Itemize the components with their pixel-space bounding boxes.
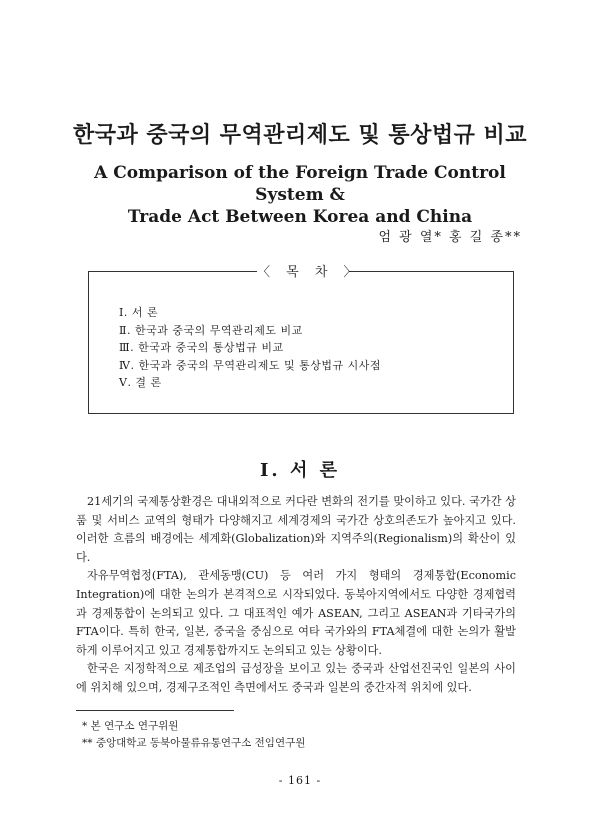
- title-english-line-2: Trade Act Between Korea and China: [127, 207, 473, 227]
- toc-item-implications: Ⅳ. 한국과 중국의 무역관리제도 및 통상법규 시사점: [119, 358, 381, 372]
- page-number: - 161 -: [278, 774, 322, 787]
- toc-item-trade-control: Ⅱ. 한국과 중국의 무역관리제도 비교: [119, 323, 303, 337]
- toc-list: [119, 304, 381, 392]
- paragraph: 한국은 지정학적으로 제조업의 급성장을 보이고 있는 중국과 산업선진국인 일본의 사이에 위치해 있으며, 경제구조적인 측면에서도 중국과 일본의 중간자적 위치에 있다.: [76, 662, 516, 694]
- title-english-line-1: A Comparison of the Foreign Trade Control System &: [94, 163, 506, 205]
- authors: 엄 광 열* 홍 길 종**: [378, 230, 522, 245]
- footnote-divider: [76, 710, 234, 711]
- title-korean: 한국과 중국의 무역관리제도 및 통상법규 비교: [72, 122, 528, 148]
- toc-item-conclusion: Ⅴ. 결 론: [119, 376, 162, 389]
- section-title: Ⅰ. 서 론: [260, 460, 340, 481]
- paragraph: 21세기의 국제통상환경은 대내외적으로 커다란 변화의 전기를 맞이하고 있다. 국가간 상품 및 서비스 교역의 형태가 다양해지고 세계경제의 국가간 상호의존도가 높아지고 있다. 이러한 흐름의 배경에는 세계화(Globalization)와 지역주의(Regionalism)의 확산이 있다.: [76, 495, 516, 564]
- footnote-1: * 본 연구소 연구위원: [82, 720, 179, 732]
- body-text: [76, 493, 516, 698]
- toc-header: 〈 목 차 〉: [257, 261, 349, 280]
- title-english: [60, 162, 540, 228]
- toc-item-introduction: Ⅰ. 서 론: [119, 306, 159, 319]
- footnotes: [82, 718, 305, 752]
- footnote-2: ** 중앙대학교 동북아물류유통연구소 전임연구원: [82, 737, 306, 749]
- paragraph: 자유무역협정(FTA), 관세동맹(CU) 등 여러 가지 형태의 경제통합(Economic Integration)에 대한 논의가 본격적으로 시작되었다. 동북아지역에서도 다양한 경제협력과 경제통합이 논의되고 있다. 그 대표적인 예가 ASEAN, 그리고 ASEAN과 기타국가의 FTA이다. 특히 한국, 일본, 중국을 중심으로 여타 국가와의 FTA체결에 대한 논의가 활발하게 이루어지고 있고 경제통합까지도 논의되고 있는 상황이다.: [76, 569, 516, 657]
- table-of-contents: [88, 265, 514, 414]
- toc-item-trade-act: Ⅲ. 한국과 중국의 통상법규 비교: [119, 341, 284, 354]
